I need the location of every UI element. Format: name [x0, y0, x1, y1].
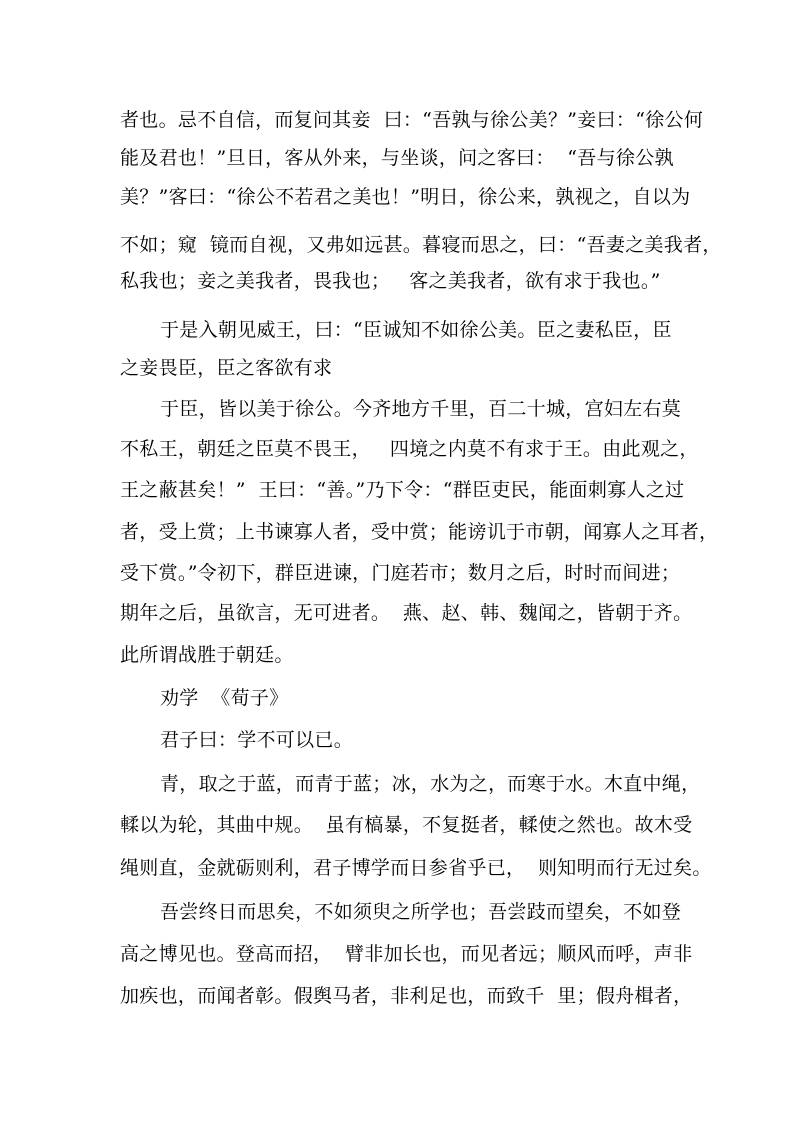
text-line: 王之蔽甚矣！” 王曰：“善。”乃下令：“群臣吏民，能面刺寡人之过	[120, 479, 685, 501]
text-line: 于是入朝见威王，曰：“臣诚知不如徐公美。臣之妻私臣，臣	[160, 319, 672, 341]
text-line: 加疾也，而闻者彰。假舆马者，非利足也，而致千 里；假舟楫者，	[120, 985, 693, 1007]
text-line: 不私王，朝廷之臣莫不畏王， 四境之内莫不有求于王。由此观之，	[120, 438, 699, 460]
text-line: 不如；窥 镜而自视，又弗如远甚。暮寝而思之，曰：“吾妻之美我者，	[120, 234, 722, 256]
text-line: 能及君也！”旦日，客从外来，与坐谈，问之客曰： “吾与徐公孰	[120, 147, 674, 169]
text-line: 美？”客曰：“徐公不若君之美也！”明日，徐公来，孰视之，自以为	[120, 186, 691, 208]
text-line: 君子曰：学不可以已。	[160, 729, 354, 751]
text-line: 吾尝终日而思矣，不如须臾之所学也；吾尝跂而望矣，不如登	[160, 901, 682, 923]
text-line: 者也。忌不自信，而复问其妾 曰：“吾孰与徐公美？”妾曰：“徐公何	[120, 109, 704, 131]
text-line: 于臣，皆以美于徐公。今齐地方千里，百二十城，宫妇左右莫	[160, 398, 682, 420]
text-line: 之妾畏臣，臣之客欲有求	[120, 357, 333, 379]
text-line: 受下赏。”令初下，群臣进谏，门庭若市；数月之后，时时而间进；	[120, 562, 681, 584]
text-line: 者，受上赏；上书谏寡人者，受中赏；能谤讥于市朝，闻寡人之耳者，	[120, 521, 719, 543]
text-line: 輮以为轮，其曲中规。 虽有槁暴，不复挺者，輮使之然也。故木受	[120, 814, 693, 836]
text-line: 高之博见也。登高而招， 臂非加长也，而见者远；顺风而呼，声非	[120, 943, 693, 965]
text-line: 此所谓战胜于朝廷。	[120, 644, 294, 666]
text-line: 私我也；妾之美我者，畏我也； 客之美我者，欲有求于我也。”	[120, 270, 661, 292]
text-line: 绳则直，金就砺则利，君子博学而日参省乎已， 则知明而行无过矣。	[120, 857, 712, 879]
text-line: 青，取之于蓝，而青于蓝；冰，水为之，而寒于水。木直中绳，	[160, 773, 701, 795]
text-line: 期年之后，虽欲言，无可进者。 燕、赵、韩、魏闻之，皆朝于齐。	[120, 602, 693, 624]
section-heading: 劝学 《荀子》	[160, 687, 289, 709]
